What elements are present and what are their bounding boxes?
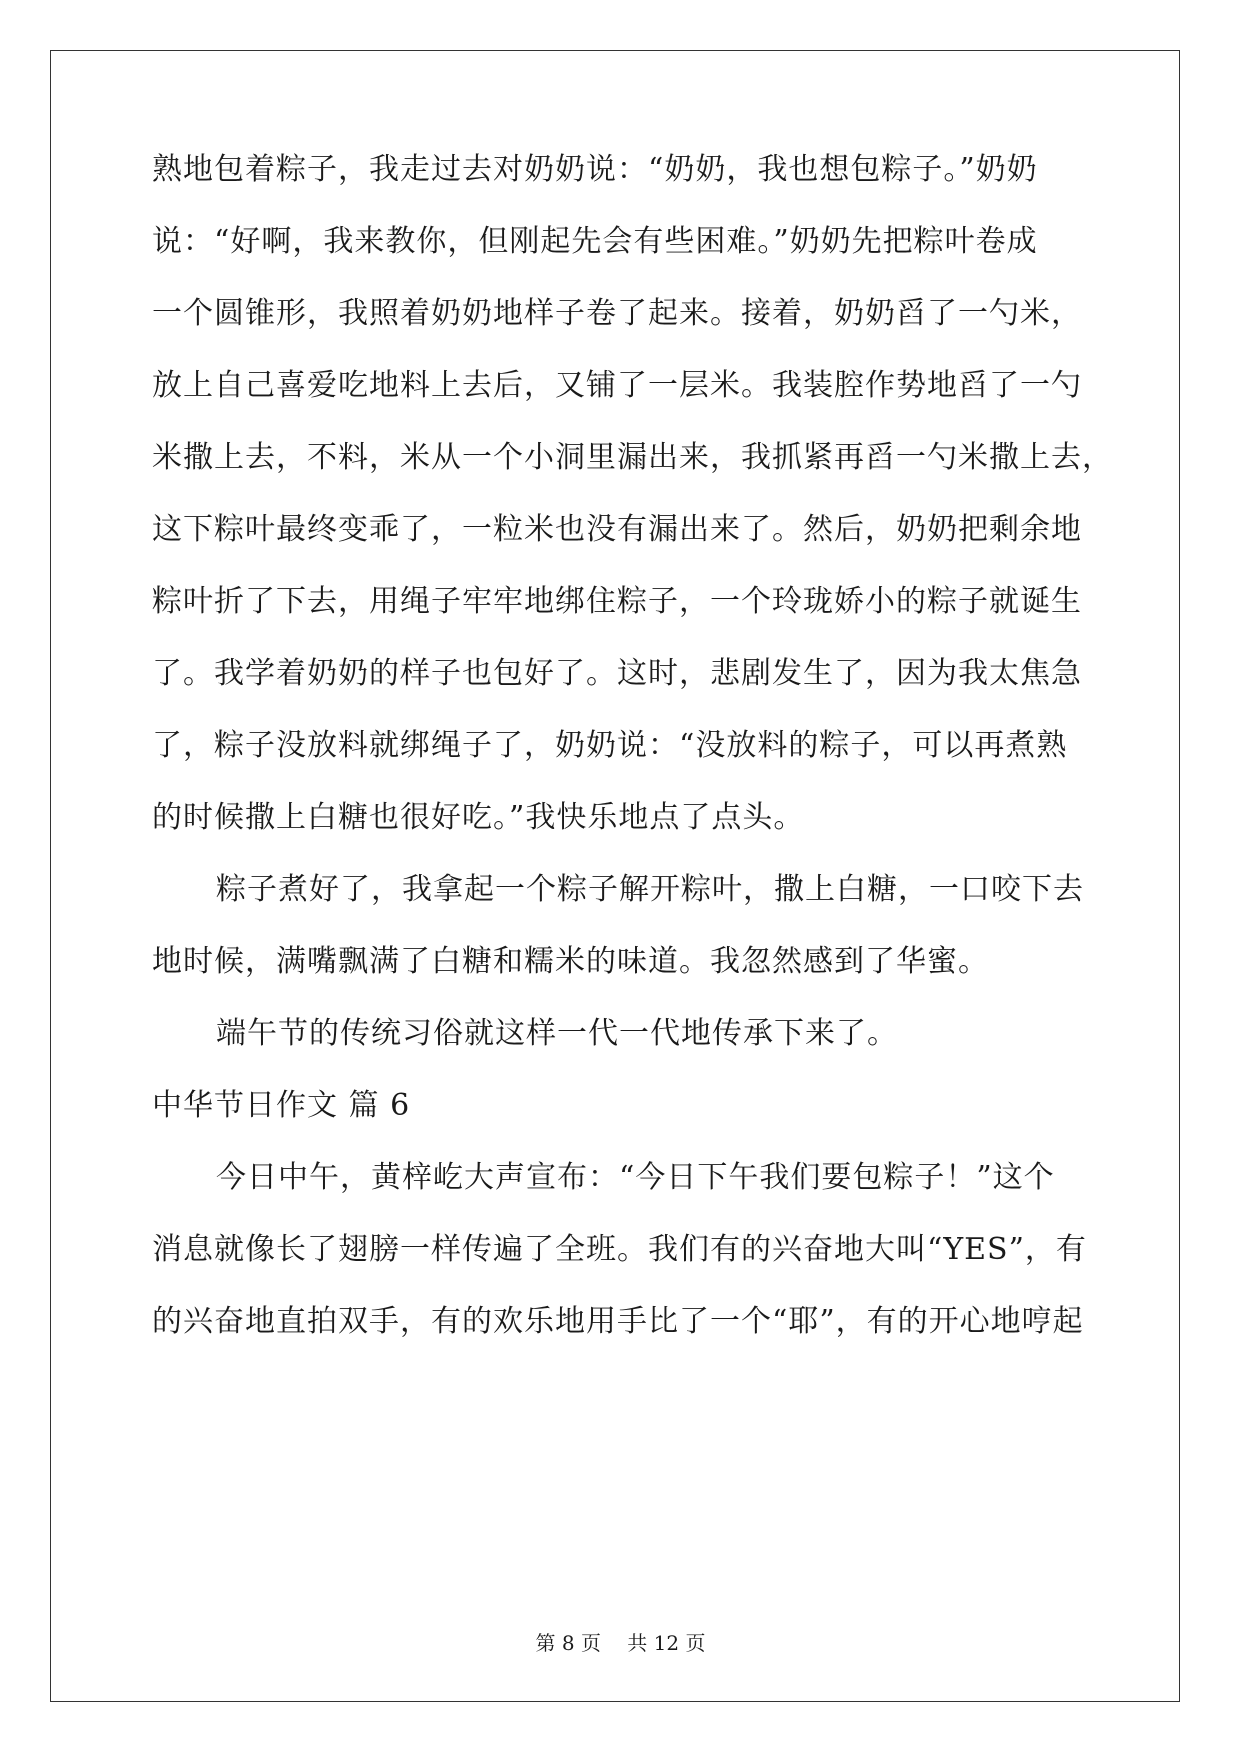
text-line: 一个圆锥形，我照着奶奶地样子卷了起来。接着，奶奶舀了一勺米， [152,296,1082,331]
text-line: 这下粽叶最终变乖了，一粒米也没有漏出来了。然后，奶奶把剩余地 [152,512,1082,547]
text-line: 了，粽子没放料就绑绳子了，奶奶说：“没放料的粽子，可以再煮熟 [152,728,1068,763]
text-line: 的时候撒上白糖也很好吃。”我快乐地点了点头。 [152,800,805,835]
text-line: 地时候，满嘴飘满了白糖和糯米的味道。我忽然感到了华蜜。 [152,944,989,979]
paragraph-first-line: 端午节的传统习俗就这样一代一代地传承下来了。 [216,1016,898,1051]
text-line: 说：“好啊，我来教你，但刚起先会有些困难。”奶奶先把粽叶卷成 [152,224,1038,259]
paragraph-first-line: 粽子煮好了，我拿起一个粽子解开粽叶，撒上白糖，一口咬下去 [216,872,1084,907]
text-line: 米撒上去，不料，米从一个小洞里漏出来，我抓紧再舀一勺米撒上去， [152,440,1113,475]
paragraph-first-line: 今日中午，黄梓屹大声宣布：“今日下午我们要包粽子！”这个 [216,1160,1055,1195]
section-heading: 中华节日作文 篇 6 [152,1088,411,1123]
text-line: 的兴奋地直拍双手，有的欢乐地用手比了一个“耶”，有的开心地哼起 [152,1304,1084,1339]
text-line: 熟地包着粽子，我走过去对奶奶说：“奶奶，我也想包粽子。”奶奶 [152,152,1038,187]
text-line: 消息就像长了翅膀一样传遍了全班。我们有的兴奋地大叫“YES”，有 [152,1232,1087,1267]
page-footer: 第 8 页 共 12 页 [535,1631,706,1655]
text-line: 了。我学着奶奶的样子也包好了。这时，悲剧发生了，因为我太焦急 [152,656,1082,691]
text-line: 放上自己喜爱吃地料上去后，又铺了一层米。我装腔作势地舀了一勺 [152,368,1082,403]
text-line: 粽叶折了下去，用绳子牢牢地绑住粽子，一个玲珑娇小的粽子就诞生 [152,584,1082,619]
